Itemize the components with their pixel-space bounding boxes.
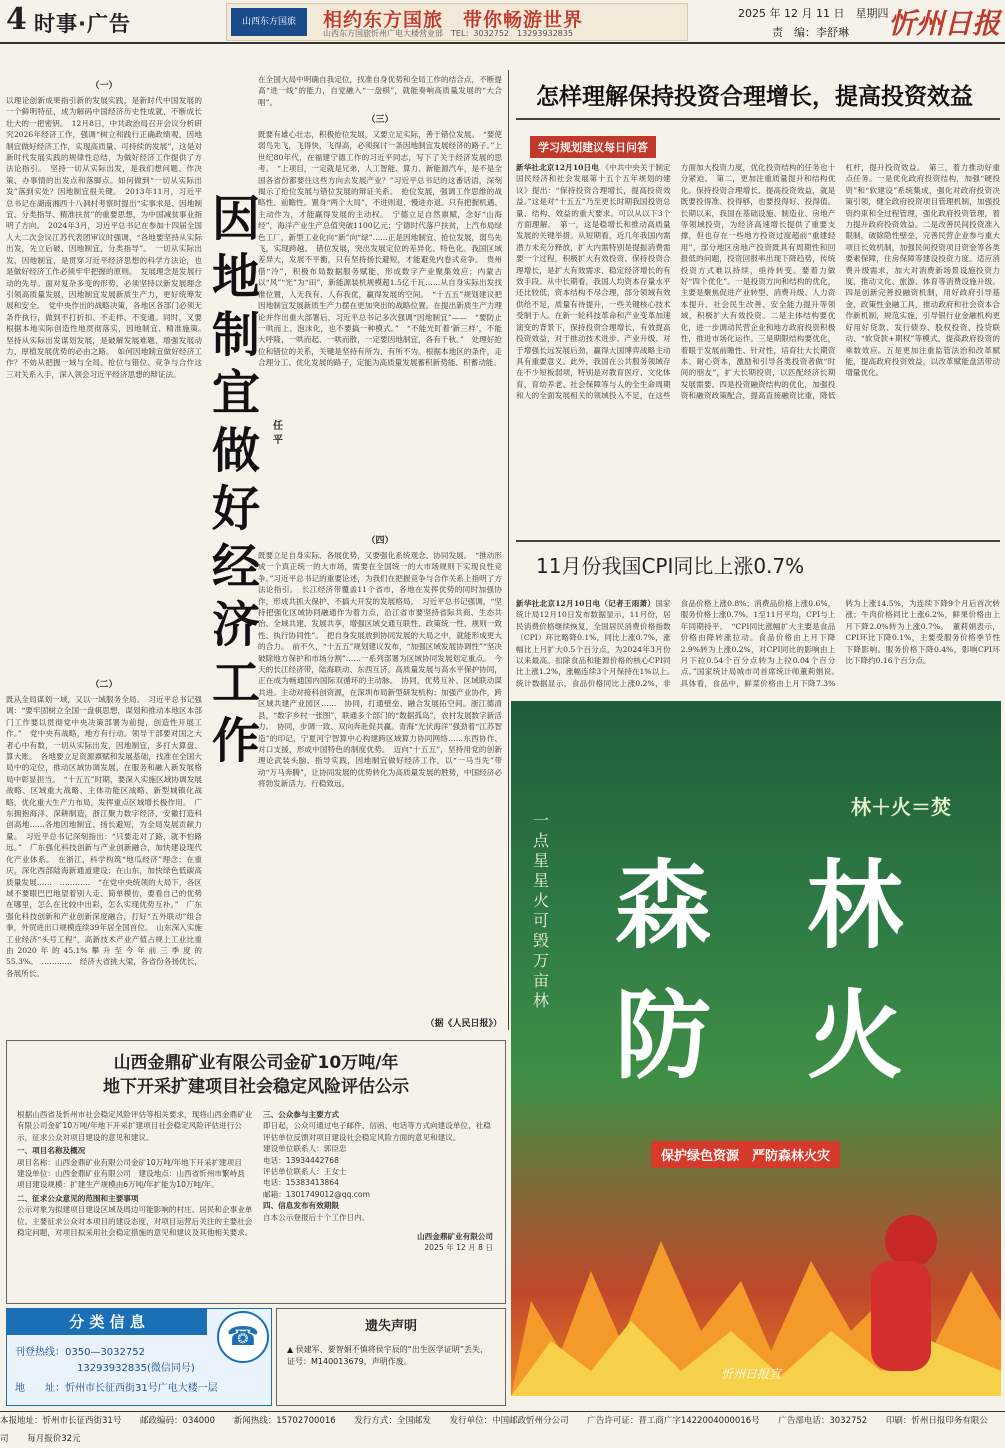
notice-section4-text: 自本公示登报后十个工作日内。 (263, 1212, 370, 1222)
article2-body (516, 162, 1000, 518)
section-name: 时事·广告 (34, 12, 131, 36)
forest-fire-poster (511, 701, 1001, 1396)
editor-credit: 责 编：李舒琳 (772, 26, 849, 39)
column-rule (508, 70, 509, 1030)
part1-label: （一） (90, 81, 118, 91)
notice-intro: 根据山西省及忻州市社会稳定风险评估等相关要求，现将山西金鼎矿业有限公司金矿10万吨/年地下开采扩建项目社会稳定风险评估进行公示，征求公众对项目建设的意见和建议。 (17, 1110, 253, 1142)
classified-address: 地 址：忻州市长征西街31号广电大楼一层 (15, 1383, 218, 1394)
notice-sign-date: 2025 年 12 月 8 日 (424, 1243, 493, 1253)
banner-slogan: 相约东方国旅 带你畅游世界 (323, 9, 584, 31)
banner-contact: 山西东方国旅忻州广电大楼营业部 TEL：3032752 13293932835 (323, 29, 574, 38)
article3-body (516, 598, 1000, 696)
article3-byline: （记者王雨萧） (600, 599, 656, 608)
page-footer (0, 1411, 1005, 1444)
part4-label: （四） (366, 536, 394, 546)
notice-email: 邮箱：1301749012@qq.com (263, 1189, 370, 1199)
poster-credit: 忻州日报宣 (721, 1367, 782, 1381)
notice-tel2: 电话：15383413864 (263, 1178, 339, 1188)
poster-big-text-2: 防 火 (615, 980, 903, 1092)
notice-section3-text: 即日起，公众可通过电子邮件、信函、电话等方式向建设单位、社稳评估单位反馈对项目建设社会稳定风险方面的意见和建议。 (263, 1121, 491, 1142)
footer-printer: 印刷：忻州日报印务有限公司 (0, 1416, 988, 1444)
notice-title-line1: 山西金鼎矿业有限公司金矿10万吨/年 (113, 1053, 399, 1073)
article1-source: （据《人民日报》） (425, 1019, 502, 1029)
footer-ad-license: 广告许可证：晋工商广字1422004000016号 (587, 1416, 760, 1426)
footer-address: 本报地址：忻州市长征西街31号 (0, 1416, 122, 1426)
notice-section1-text: 项目名称：山西金鼎矿业有限公司金矿10万吨/年地下开采扩建项目 建设单位：山西金鼎矿业有限公司 建设地点：山西省忻州市繁峙县 项目建设规模：扩建生产规模由6万吨/年扩能为10万吨/年。 (17, 1157, 253, 1190)
notice-section4-title: 四、信息发布有效期限 (263, 1201, 339, 1211)
page-header (0, 0, 1005, 44)
mining-notice-ad (6, 1040, 506, 1304)
part2-body: 既从全局谋划一域，又以一域服务全局。 习近平总书记强调：“要牢固树立全国一盘棋思想，谋划和推动本地区本部门工作要以贯彻党中央决策部署为前提，创造性开展工作。” 党中央有战略，地方有行动。领导干部要对国之大者心中有数，一切从实际出发，因地制宜，多打大算盘、算大账。 各地要立足资源禀赋和发展基础，找准在全国大局中的定位，推动区域协调发展，在服务和融入新发展格局中彰显担当。 “十五五”时期，要深入实施区域协调发展战略、区域重大战略、主体功能区战略、新型城镇化战略，优化重大生产力布局，发挥重点区域增长极作用。 广东拥抱海洋、深耕制造，浙江聚力数字经济，安徽打造科创高地……各地因地制宜、扬长避短，为全局发展贡献力量。 习近平总书记深刻指出：“只要走对了路，就不怕路远。” 广东强化科技创新与产业创新融合，加快建设现代化产业体系。 在浙江，科学构筑“地瓜经济”理念；在重庆，深化西部陆海新通道建设；在山东，加快绿色低碳高质量发展…… ………… “在党中央统领的大局下，各区域不要眼巴巴地望着别人走、简单模仿，要看自己的优势在哪里，怎么在比较中出彩，怎么实现优势互补。” 广东强化科技创新和产业创新深度融合，打好“五外联动”组合拳，外贸进出口规模连续39年居全国首位。 山东深入实施工业经济“头号工程”，高新技术产业产值占规上工业比重由2020年的45.1%攀升至今年前三季度的55.3%。 ………… 经济大省挑大梁，各省份各扬优长，各展所长。 (6, 695, 202, 978)
travel-banner-ad[interactable] (226, 3, 688, 41)
article2-dateline: 新华社北京12月10日电 (516, 163, 599, 172)
article3-title: 11月份我国CPI同比上涨0.7% (536, 554, 805, 578)
notice-title-line2: 地下开采扩建项目社会稳定风险评估公示 (103, 1077, 409, 1097)
part2-label: （二） (90, 680, 118, 690)
poster-banner: 保护绿色资源 严防森林火灾 (651, 1141, 840, 1168)
part3-body: 既要有雄心壮志，积极抢位发展，又要立足实际，善于错位发展。 “要使弱鸟先飞，飞得快，飞得高，必须探讨一条因地制宜发展经济的路子。”上世纪80年代，在福建宁德工作的习近平同志，写下了关于经济发展的思考。 “上项目，一定就是兄弟，人工智能、算力、新能源汽车，是不是全国各省份都要往这些方向去发展产业？”习近平总书记的这番话语，深刻揭示了抢位发展与错位发展的辩证关系。 抢位发展，强调工作思维的战略性、前瞻性。置身“两个大局”，不进则退、慢进亦退。只有把握机遇、主动作为，才能赢得发展的主动权。 宁德立足自然禀赋，念好“山海经”，海洋产业生产总值突破1100亿元；宁德时代落户扶贫，上汽布局绿色工厂，新型工业化向“新”向“绿”……正是因地制宜、抢位发展，弱鸟先飞，实现跨越。 错位发展，突出发展定位的差异化、特色化。我国区域差异大，发展不平衡，只有坚持扬长避短，才能避免内卷式竞争。 贵州借“冷”，积极布局数据服务赋能，形成数字产业聚集效应；内蒙古以“风”“光”为“田”，新能源装机规模超1.5亿千瓦……从自身实际出发找准位置，人无我有、人有我优，赢得发展的空间。 “十五五”规划建议把因地制宜发展新质生产力摆在更加突出的战略位置。在提出新质生产力理论并作出重大部署后，习近平总书记多次强调“因地制宜”—— “要防止一哄而上、泡沫化，也不要搞一种模式。” “不能光盯着‘新三样’，不能大呼隆、一哄而起、一哄而散，一定要因地制宜，各有千秋。” 处理好抢位和错位的关系，关键是坚持有所为、有所不为。根据本地区的条件，走合理分工、优化发展的路子，定能为高质量发展蓄积新势能、积蓄动能。 (258, 130, 502, 368)
article1-col2 (258, 74, 502, 1029)
lost-notice-title: 遗失声明 (364, 1319, 417, 1334)
part4-body: 既要立足自身实际、各展优势，又要强化系统观念、协同发展。 “推动形成一个真正统一的大市场，需要在全国统一的大市场规则下实现良性竞争。”习近平总书记的重要论述，为我们在把握竞争与合作关系上指明了方法论指引。 长江经济带覆盖11个省市，各地在发挥优势的同时加强协作，形成共抓大保护、不搞大开发的发展格局。 习近平总书记强调，“坚持把强化区域协同融通作为着力点，沿江省市要坚持省际共商、生态共治、全域共建、发展共享，增强区域交通互联性、政策统一性、规则一致性、执行协同性”。 把自身发展放到协同发展的大局之中，就能形成更大的合力。 前不久，“十五五”规划建议发布，“加强区域发展协调性”“坚决破除地方保护和市场分割”……一系列部署为区域协同发展划定重点。 今天的长江经济带，陆海联动、东西互济，高质量发展与高水平保护协同，正在成为畅通国内国际双循环的主动脉。 协同，优势互补、区域联动谋共进。主动对接科创资源，在深圳布局新型研发机构；加强产业协作，跨区域共建产业园区…… 协同，打通壁垒、融合发展拓空间。浙江德清县，“数字乡村一张图”，联通多个部门的“数据孤岛”，农村发展数字新活力。 协同，步调一致、双向奔赴促共赢。青海“光伏海洋”强劲着“江苏智造”的印记，宁夏河宁智算中心构建跨区域算力协同网络……东西协作、对口支援，形成中国特色的制度优势。 迈向“十五五”，坚持用党的创新理论武装头脑、指导实践，因地制宜做好经济工作，以“一马当先”带动“万马奔腾”，让协同发展的优势转化为高质量发展的胜势，中国经济必将勃发新活力、行稳致远。 (258, 551, 502, 789)
article1-vertical-title (206, 190, 266, 770)
lost-notice (276, 1308, 506, 1406)
fire-flames-illustration (511, 1181, 1001, 1396)
classified-hotline2: 13293932835(微信同号) (77, 1363, 195, 1374)
col2-lead: 在全国大局中明确自我定位，找准自身优势和全局工作的结合点，不断提高“进一线”的能力，自觉融入“一盘棋”，就能奏响高质量发展的“大合唱”。 (258, 75, 502, 107)
lost-notice-text: ▲ 侯建军、要智娟不慎将侯宇辰的“出生医学证明”丢失，证号：M140013679，声明作废。 (287, 1345, 488, 1366)
notice-section2-text: 公示对象为拟建项目建设区域及周边可能影响的村庄、居民和企事业单位。主要征求公众对本项目的建设态度，对项目运营后关注的主要社会稳定问题，对项目拟采用社会稳定措施的意见和建议及其他相关要求。 (17, 1205, 253, 1238)
article1-col1 (6, 74, 210, 1004)
poster-big-text-1: 森 林 (615, 850, 903, 962)
classified-title: 分 类 信 息 (7, 1309, 207, 1335)
issue-date: 2025 年 12 月 11 日 星期四 (738, 7, 889, 20)
poster-corner-slogan: 林＋火＝焚 (851, 795, 951, 819)
notice-contact2: 评估单位联系人：王女士 (263, 1167, 347, 1177)
footer-price: 每月报价32元 (27, 1434, 81, 1444)
page-number: 4 (6, 2, 27, 37)
notice-contact1: 建设单位联系人：郭臣忠 (263, 1144, 347, 1154)
classified-box (6, 1308, 272, 1406)
notice-tel1: 电话：13934442768 (263, 1155, 339, 1165)
notice-left-column (17, 1109, 253, 1238)
article1-byline: 任 平 (273, 421, 293, 446)
article3-text: 国家统计局12月10日发布数据显示，11月份，居民消费价格继续恢复，全国居民消费价格指数（CPI）环比略降0.1%，同比上涨0.7%，涨幅比上月扩大0.5个百分点，为2024年3月份以来最高。扣除食品和能源价格的核心CPI同比上涨1.2%，涨幅连续3个月保持在1%以上。 统计数据显示，食品价格同比上涨0.2%，非食品价格上涨0.8%；消费品价格上涨0.6%，服务价格上涨0.7%。1至11月平均，CPI与上年同期持平。 “CPI同比涨幅扩大主要是食品价格由降转涨拉动。食品价格由上月下降2.9%转为上涨0.2%，对CPI同比的影响由上月下拉0.54个百分点转为上拉0.04个百分点。”国家统计局城市司首席统计师董莉娟说。 具体看，食品中，鲜菜价格由上月下降7.3%转为上涨14.5%，为连续下降9个月后首次转涨；牛肉价格同比上涨6.2%，鲜果价格由上月下降2.0%转为上涨0.7%。 董莉娟表示，CPI环比下降0.1%，主要受服务价格季节性下降影响。服务价格下降0.4%，影响CPI环比下降约0.16个百分点。 (516, 599, 1000, 688)
article2-title: 怎样理解保持投资合理增长，提高投资效益 (536, 84, 973, 110)
article3-dateline: 新华社北京12月10日电 (516, 599, 601, 608)
notice-section1-title: 一、项目名称及概况 (17, 1146, 86, 1156)
phone-icon: ☎ (217, 1311, 269, 1363)
travel-agency-logo: 山西东方国旅 (231, 8, 307, 36)
article2-column-tag: 学习规划建议每日问答 (530, 136, 656, 158)
footer-postcode: 邮政编码：034000 (140, 1416, 215, 1426)
footer-distribution: 发行方式：全国邮发 (354, 1416, 431, 1426)
poster-side-slogan: 一点星星火 可毁万亩林 (533, 811, 566, 1010)
notice-sign-company: 山西金鼎矿业有限公司 (417, 1232, 493, 1242)
notice-section2-title: 二、征求公众意见的范围和主要事项 (17, 1193, 139, 1203)
notice-section3-title: 三、公众参与主要方式 (263, 1110, 339, 1119)
article2-title-rule (516, 118, 1000, 120)
vertical-title-text: 因地制宜做好经济工作 (211, 191, 260, 769)
masthead-logo: 忻州日报 (888, 7, 1001, 40)
article3-top-rule (516, 540, 1000, 542)
article2-text: 《中共中央关于制定国民经济和社会发展第十五个五年规划的建议》提出：“保持投资合理增长，提高投资效益。”这是对“十五五”乃至更长时期我国投资总量、结构、效益的重大要求。可以从以下3个方面理解。 第一，这是稳增长和推动高质量发展的关键举措。从短期看，近几年我国内需潜力未充分释放，扩大内需特别是提振消费需要一个过程，积极扩大有效投资、保持投资合理增长，是扩大有效需求、稳定经济增长的有效手段。从中长期看，我国人均资本存量水平还比较低，资本结构不尽合理，部分领域有效供给不足，质量有待提升，一些关键核心技术受制于人。在新一轮科技革命和产业变革加速演变的背景下，保持投资合理增长，有效提高投资效益，对于推动技术进步、产业升级、对于增强长远发展后劲，赢得大国博弈战略主动具有重要意义。此外，我国在公共服务领域存在不少短板弱项，特别是对教育医疗、文化体育、育幼养老、社会保障等与人的全生命周期和人的全面发展相关的领域投入不足，在这些方面加大投资力度，优化投资结构的任务也十分紧迫。 第二，更加注重质量提升和结构优化。保持投资合理增长、提高投资效益，就是既要投得准、投得够，也要投得好、投得值。长期以来，我国在基础设施、制造业、房地产等领域投资，为经济高速增长提供了重要支撑，但也存在一些地方投资过度超前“重建轻用”，部分地区房地产投资既具有周期性和回报低的问题，投资回报率出现下降趋势，传统投资方式难以持续，亟待转变。要着力做好“四个优化”。一是投资方向和结构的优化，主要是聚焦促进产业转型、消费升级、人力资本提升、社会民生改善、安全能力提升等领域，积极扩大有效投资。二是主体结构要优化，进一步调动民营企业和地方政府投资积极性，推进市场化运作。三是期限结构要优化，着眼于发展前瞻性、针对性，培育壮大长期资本、耐心资本，激励和引导各类投资者做“时间的朋友”，扩大长期投资，以匹配经济长期发展需要。四是投资融资结构的优化，加强投资和融资政策配合，提高直接融资比重，降低杠杆，提升投资效益。 第三，着力推动好重点任务。一是优化政府投资结构，加强“硬投资”和“软建设”系统集成，强化对政府投资决策引领，健全政府投资项目管理机制，加强投资约束和全过程管理，强化政府投资管理，着力提升政府投资效益。二是改善民间投资准入限制，破除隐性壁垒，完善民营企业参与重大项目长效机制，加强民间投资项目资金等各类要素保障，住房保障等建设投资力度。适应消费升级需求，加大对消费新场景设施投资力度，推动文化、旅游、体育等消费设施升级。四是创新完善投融资机制，用好政府引导基金、政策性金融工具，推动政府和社会资本合作新机制，规范实施，引导银行业金融机构更好用好贷款、发行债券、股权投资、投贷联动、“软贷款+期权”等模式，提高政府投资的乘数效应。五是更加注重监管法治和改革赋能，提高政府投资效益，以改革赋能盘活带动增量优化。 (516, 163, 1000, 401)
classified-hotline: 刊登热线：0350—3032752 (15, 1347, 145, 1358)
notice-right-column (263, 1109, 493, 1254)
footer-news-hotline: 新闻热线：15702700016 (233, 1416, 336, 1426)
footer-publisher: 发行单位：中国邮政忻州分公司 (449, 1416, 569, 1426)
part1-body: 以理论创新成果指引新的发展实践，是新时代中国发展的一个鲜明特征，成为解码中国经济历史性成就、不断成长壮大的一把密钥。 12月8日，中共政治局召开会议分析研究2026年经济工作，强调“树立和践行正确政绩观，因地制宜做好经济工作，实现高质量、可持续的发展”，这是对新时代发展实践的规律性总结，为做好经济工作提供了方法论指引。 坚持一切从实际出发，是我们想问题、作决策、办事情的出发点和落脚点。如何做到“一切从实际出发”落到实处？因地制宜很关键。 2013年11月，习近平总书记在湖南湘西十八洞村考察时提出“实事求是、因地制宜、分类指导、精准扶贫”的重要思想，为中国减贫事业指明了方向。 2024年3月，习近平总书记在参加十四届全国人大二次会议江苏代表团审议时强调，“各地要坚持从实际出发，先立后破、因地制宜、分类指导”。 一切从实际出发，因地制宜，是贯穿习近平经济思想的科学方法论，也是做好经济工作必须牢牢把握的原则。 发展理念是发展行动的先导。面对复杂多变的形势，必须坚持以新发展理念引领高质量发展，因地制宜发展新质生产力，更好统筹发展和安全。 党中央作出的战略决策，各地区各部门必须无条件执行，做到不打折扣、不走样、不变通。同时，又要根据本地实际创造性地贯彻落实，因地制宜、精准施策。 坚持从实际出发谋划发展，是破解发展难题、增强发展动力、厚植发展优势的必由之路。 如何因地制宜做好经济工作？不妨从把握一域与全局、抢位与错位、竞争与合作这三对关系入手，深入领会习近平经济思想的辩证法。 (6, 96, 210, 379)
part3-label: （三） (366, 115, 394, 125)
footer-ad-phone: 广告部电话：3032752 (778, 1416, 868, 1426)
